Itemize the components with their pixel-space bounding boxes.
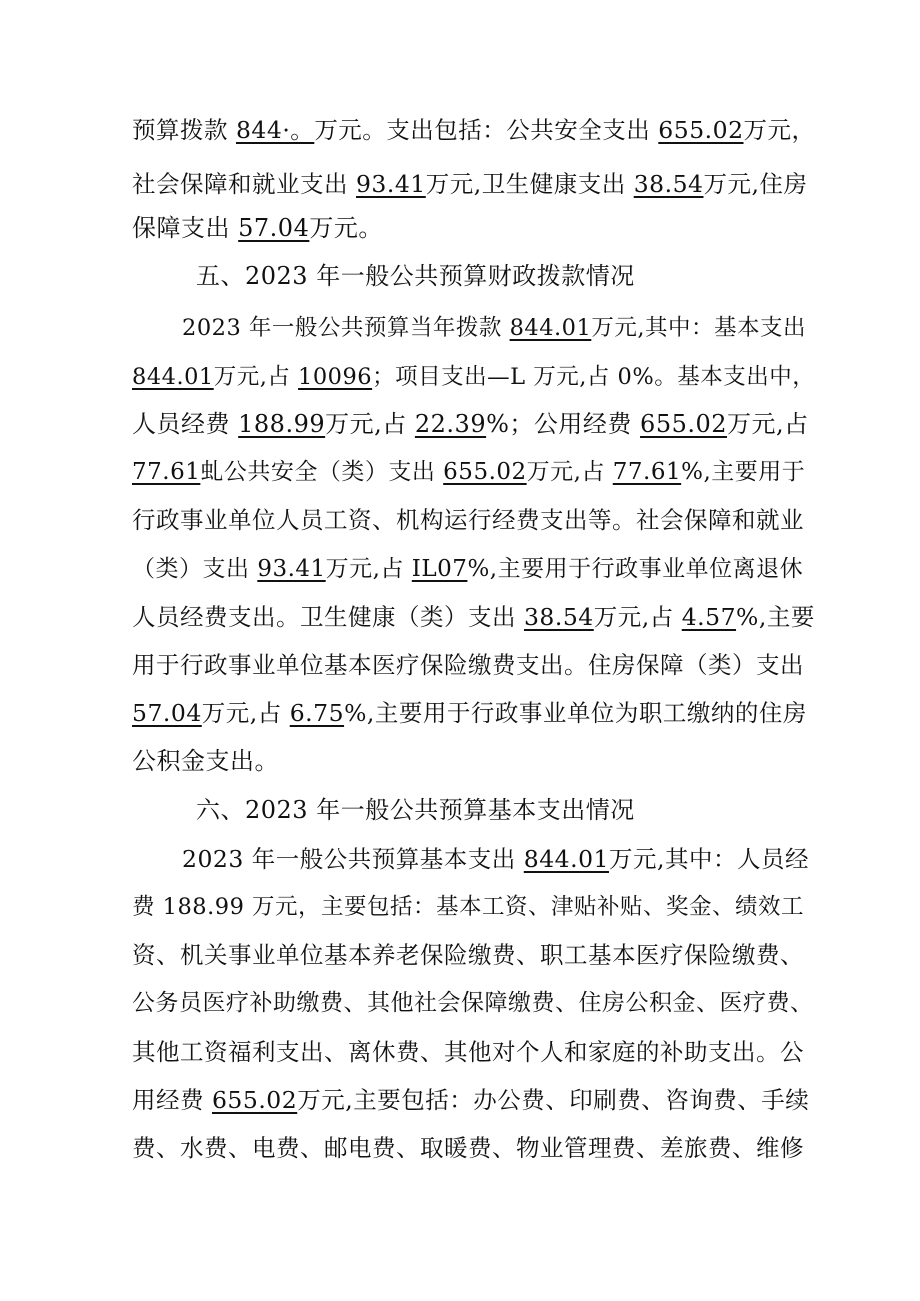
underlined-value: 844.01 bbox=[523, 845, 609, 873]
text-segment: 六、2023 年一般公共预算基本支出情况 bbox=[196, 796, 635, 824]
section-heading-5 bbox=[196, 259, 816, 293]
text-segment: 2023 年一般公共预算基本支出 bbox=[182, 845, 524, 873]
text-segment: %,主要用于行政事业单位离退休 bbox=[467, 556, 804, 582]
underlined-value: 93.41 bbox=[257, 556, 326, 582]
text-segment: %,主要 bbox=[736, 603, 815, 631]
text-line-8 bbox=[132, 455, 816, 489]
text-line-16 bbox=[182, 842, 816, 876]
text-segment: 资、机关事业单位基本养老保险缴费、职工基本医疗保险缴费、 bbox=[132, 941, 804, 969]
text-line-22 bbox=[132, 1131, 816, 1165]
text-segment: 其他工资福利支出、离休费、其他对个人和家庭的补助支出。公 bbox=[132, 1038, 804, 1066]
text-line-20 bbox=[132, 1035, 816, 1069]
text-line-9 bbox=[132, 503, 816, 537]
text-line-5 bbox=[182, 311, 816, 345]
text-segment: 人员经费支出。卫生健康（类）支出 bbox=[132, 603, 524, 631]
text-segment: 虬公共安全（类）支出 bbox=[200, 459, 444, 485]
text-segment: 公务员医疗补助缴费、其他社会保障缴费、住房公积金、医疗费、 bbox=[132, 990, 814, 1016]
text-line-18 bbox=[132, 938, 816, 972]
text-segment: 万元,占 bbox=[213, 364, 299, 390]
underlined-value: 77.61 bbox=[612, 459, 682, 485]
text-segment: 五、2023 年一般公共预算财政拨款情况 bbox=[196, 262, 635, 290]
text-line-1 bbox=[132, 113, 816, 147]
text-line-14 bbox=[132, 744, 816, 778]
text-segment: 万元,占 bbox=[201, 699, 290, 727]
underlined-value: 6.75 bbox=[289, 699, 345, 727]
underlined-value: 77.61 bbox=[132, 459, 201, 485]
underlined-value: 655.02 bbox=[211, 1086, 298, 1114]
text-segment: 预算拨款 bbox=[132, 116, 236, 144]
text-segment: ；项目支出—L 万元,占 0%。基本支出中， bbox=[372, 364, 816, 390]
text-segment: 社会保障和就业支出 bbox=[132, 170, 356, 198]
underlined-value: 655.02 bbox=[640, 410, 728, 438]
text-segment: 万元。 bbox=[309, 214, 383, 242]
text-segment: 万元， bbox=[743, 116, 816, 144]
underlined-value: 4.57 bbox=[681, 603, 737, 631]
text-segment: %；公用经费 bbox=[486, 410, 641, 438]
underlined-value: 10096 bbox=[298, 364, 373, 390]
underlined-value: 22.39 bbox=[414, 410, 487, 438]
text-segment: 万元,卫生健康支出 bbox=[425, 170, 634, 198]
text-segment: 万元。支出包括：公共安全支出 bbox=[314, 116, 659, 144]
text-segment: 万元,其中：基本支出 bbox=[591, 315, 806, 341]
underlined-value: 844.01 bbox=[132, 364, 214, 390]
text-segment: 费、水费、电费、邮电费、取暖费、物业管理费、差旅费、维修 bbox=[132, 1134, 804, 1162]
text-segment: 万元,主要包括：办公费、印刷费、咨询费、手续 bbox=[297, 1086, 810, 1114]
text-segment: 用经费 bbox=[132, 1086, 212, 1114]
text-segment: 人员经费 bbox=[132, 410, 239, 438]
text-segment: %,主要用于 bbox=[681, 459, 806, 485]
underlined-value: 655.02 bbox=[443, 459, 527, 485]
underlined-value: 188.99 bbox=[238, 410, 326, 438]
text-segment: 万元,占 bbox=[325, 410, 415, 438]
underlined-value: 57.04 bbox=[132, 699, 202, 727]
text-line-21 bbox=[132, 1083, 816, 1117]
text-segment: 用于行政事业单位基本医疗保险缴费支出。住房保障（类）支出 bbox=[132, 651, 804, 679]
underlined-value: 93.41 bbox=[355, 170, 426, 198]
text-segment: 行政事业单位人员工资、机构运行经费支出等。社会保障和就业 bbox=[132, 506, 804, 534]
text-segment: 万元,住房 bbox=[703, 170, 808, 198]
text-segment: 万元,占 bbox=[325, 556, 412, 582]
underlined-value: 844.01 bbox=[509, 315, 592, 341]
text-segment: 费 188.99 万元，主要包括：基本工资、津贴补贴、奖金、绩效工 bbox=[132, 894, 805, 920]
text-line-2 bbox=[132, 167, 816, 201]
text-line-3 bbox=[132, 211, 816, 245]
underlined-value: 844·。 bbox=[235, 116, 315, 144]
text-segment: %,主要用于行政事业单位为职工缴纳的住房 bbox=[344, 699, 807, 727]
underlined-value: 38.54 bbox=[523, 603, 594, 631]
text-line-11 bbox=[132, 600, 816, 634]
text-segment: 万元,占 bbox=[593, 603, 682, 631]
text-segment: 万元,占 bbox=[526, 459, 613, 485]
underlined-value: 57.04 bbox=[238, 214, 310, 242]
text-line-17 bbox=[132, 890, 816, 924]
section-heading-6 bbox=[196, 793, 816, 827]
underlined-value: IL07 bbox=[411, 556, 468, 582]
text-segment: 万元,其中：人员经 bbox=[608, 845, 809, 873]
underlined-value: 655.02 bbox=[658, 116, 744, 144]
text-line-19 bbox=[132, 986, 816, 1020]
text-segment: （类）支出 bbox=[132, 556, 258, 582]
text-line-7 bbox=[132, 407, 816, 441]
text-line-10 bbox=[132, 552, 816, 586]
text-segment: 2023 年一般公共预算当年拨款 bbox=[182, 315, 510, 341]
underlined-value: 38.54 bbox=[633, 170, 704, 198]
text-line-6 bbox=[132, 360, 816, 394]
text-line-12 bbox=[132, 648, 816, 682]
text-line-13 bbox=[132, 696, 816, 730]
text-segment: 保障支出 bbox=[132, 214, 239, 242]
text-segment: 万元,占 bbox=[727, 410, 809, 438]
text-segment: 公积金支出。 bbox=[132, 747, 279, 775]
